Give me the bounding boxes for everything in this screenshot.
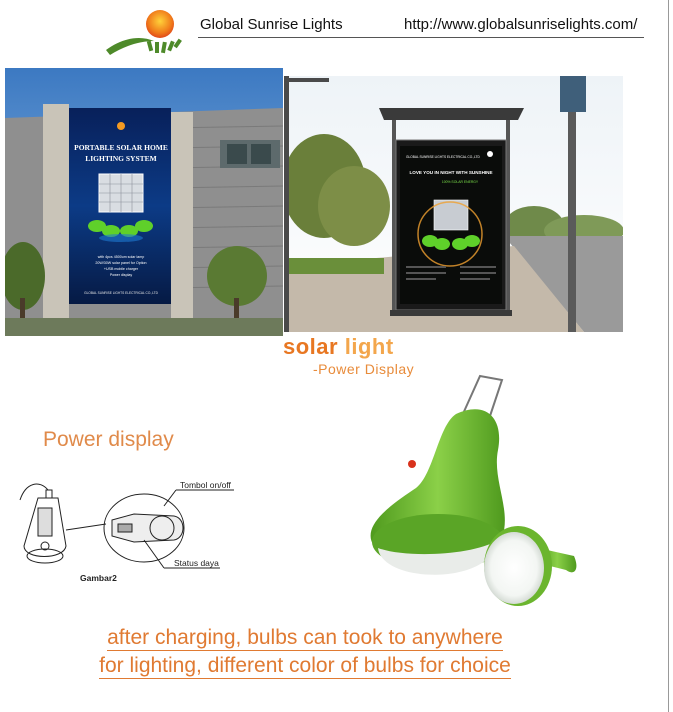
subheadline: -Power Display bbox=[313, 361, 415, 377]
headline-word-light: light bbox=[344, 334, 394, 359]
power-display-label: Power display bbox=[43, 428, 174, 451]
billboard-title-line2: LIGHTING SYSTEM bbox=[85, 154, 157, 163]
switch-label: Tombol on/off bbox=[180, 480, 231, 490]
poster-company: GLOBAL SUNRISE LIGHTS ELECTRICAL CO.,LTD bbox=[406, 155, 480, 159]
billboard-spec-line: +USB mobile charger bbox=[103, 267, 139, 271]
company-name: Global Sunrise Lights bbox=[200, 16, 343, 33]
website-url[interactable]: http://www.globalsunriselights.com/ bbox=[404, 16, 638, 33]
caption-line-1: after charging, bulbs can took to anywhere bbox=[107, 626, 503, 649]
caption bbox=[0, 624, 610, 680]
page-edge-line bbox=[668, 0, 669, 712]
poster-slogan: LOVE YOU IN NIGHT WITH SUNSHINE bbox=[409, 170, 493, 175]
bus-stop-photo bbox=[284, 76, 623, 332]
billboard-photo bbox=[5, 68, 283, 336]
header-divider bbox=[198, 37, 644, 38]
billboard-spec-line: Power display bbox=[109, 273, 133, 277]
billboard-spec-line: 20W/30W solar panel for Option bbox=[95, 261, 147, 265]
status-label: Status daya bbox=[174, 558, 219, 568]
solar-bulbs-image bbox=[352, 370, 582, 615]
power-display-diagram bbox=[14, 476, 244, 586]
headline bbox=[283, 334, 394, 360]
billboard-title-line1: PORTABLE SOLAR HOME bbox=[74, 143, 168, 152]
poster-subtitle: 100% SOLAR ENERGY bbox=[441, 180, 479, 184]
diagram-caption: Gambar2 bbox=[80, 573, 117, 583]
sunrise-logo-icon bbox=[104, 8, 190, 58]
billboard-spec-line: with 4pcs 4500um solar lamp bbox=[97, 255, 145, 259]
caption-line-2: for lighting, different color of bulbs for choice bbox=[99, 654, 511, 677]
billboard-footer: GLOBAL SUNRISE LIGHTS ELECTRICAL CO.,LTD bbox=[84, 291, 158, 295]
headline-word-solar: solar bbox=[283, 334, 339, 359]
